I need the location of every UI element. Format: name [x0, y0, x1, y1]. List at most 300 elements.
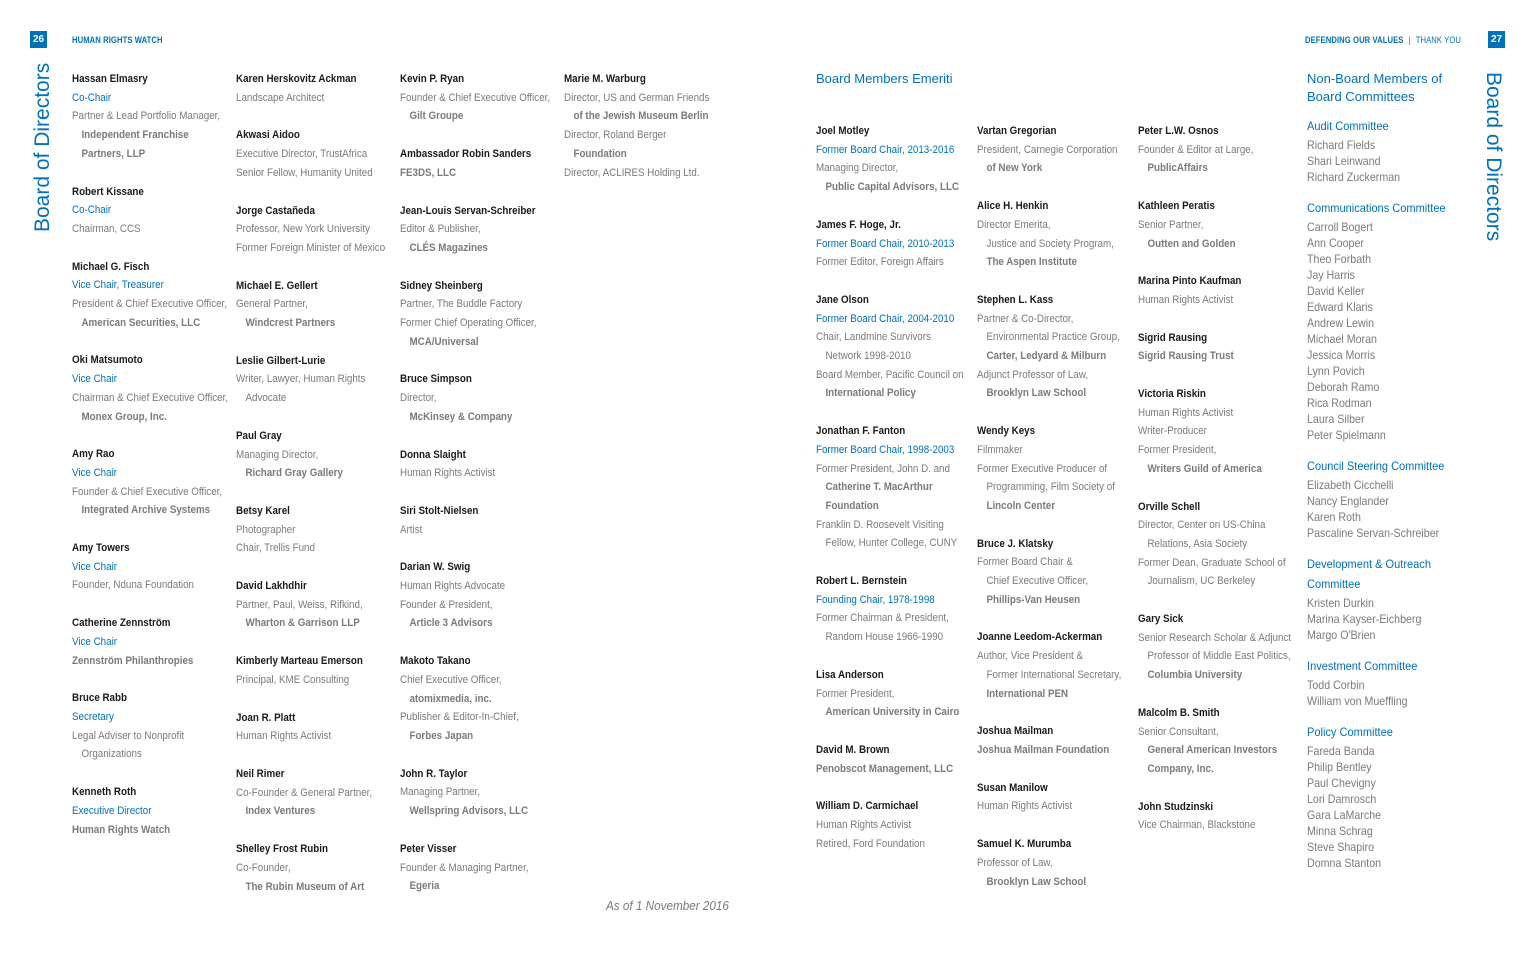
member-affiliation: Chairman & Chief Executive Officer,: [72, 391, 229, 404]
member-name: Paul Gray: [236, 429, 282, 442]
member-entry: [400, 765, 575, 821]
committee-name: Development & Outreach: [1307, 557, 1431, 571]
as-of-date: As of 1 November 2016: [606, 898, 729, 913]
member-entry: [236, 202, 409, 258]
member-affiliation: Partner, The Buddle Factory: [400, 298, 523, 311]
member-role: Secretary: [72, 710, 114, 723]
member-entry: [72, 689, 253, 764]
member-affiliation: Richard Gray Gallery: [245, 467, 343, 480]
committee-member: Philip Bentley: [1307, 761, 1372, 774]
member-affiliation: Co-Founder & General Partner,: [236, 786, 373, 799]
board-column-4: [564, 70, 733, 201]
member-affiliation: Fellow, Hunter College, CUNY: [825, 537, 958, 550]
committee-member: Steve Shapiro: [1307, 841, 1375, 854]
member-affiliation: Wellspring Advisors, LLC: [409, 805, 529, 818]
member-affiliation: President, Carnegie Corporation: [977, 143, 1118, 156]
member-role: Executive Director: [72, 804, 152, 817]
member-affiliation: McKinsey & Company: [409, 410, 513, 423]
member-affiliation: Chairman, CCS: [72, 222, 141, 235]
member-affiliation: Human Rights Activist: [977, 800, 1073, 813]
member-name: Vartan Gregorian: [977, 125, 1057, 137]
emeriti-column-2: [977, 122, 1145, 910]
member-affiliation: Network 1998-2010: [825, 350, 911, 363]
member-entry: [72, 258, 253, 333]
member-affiliation: Article 3 Advisors: [409, 617, 493, 630]
committee-member: Laura Silber: [1307, 413, 1365, 426]
member-affiliation: Artist: [400, 523, 423, 536]
member-affiliation: International Policy: [825, 387, 916, 400]
member-entry: [236, 70, 409, 107]
member-name: Amy Towers: [72, 542, 130, 555]
member-entry: [977, 422, 1145, 516]
committee-member: Marina Kayser-Eichberg: [1307, 613, 1422, 626]
member-affiliation: Human Rights Advocate: [400, 580, 506, 593]
member-affiliation: Human Rights Activist: [816, 819, 912, 832]
committee-name: Communications Committee: [1307, 201, 1446, 215]
member-affiliation: Executive Director, TrustAfrica: [236, 148, 368, 161]
member-affiliation: Editor & Publisher,: [400, 223, 481, 236]
member-name: Stephen L. Kass: [977, 293, 1054, 306]
member-affiliation: Catherine T. MacArthur: [825, 481, 933, 494]
member-name: William D. Carmichael: [816, 800, 919, 813]
member-entry: [977, 535, 1145, 610]
committee-name: Council Steering Committee: [1307, 459, 1445, 473]
side-title-left: Board of Directors: [31, 62, 54, 232]
committee-member: Jay Harris: [1307, 269, 1356, 282]
member-affiliation: Gilt Groupe: [409, 110, 464, 123]
member-entry: [977, 722, 1145, 759]
member-affiliation: Principal, KME Consulting: [236, 673, 350, 686]
member-affiliation: Author, Vice President &: [977, 650, 1084, 663]
member-affiliation: Organizations: [81, 748, 142, 761]
committee-member: Carroll Bogert: [1307, 221, 1373, 234]
member-entry: [977, 628, 1145, 703]
member-name: Amy Rao: [72, 448, 115, 461]
committee-member: Rica Rodman: [1307, 397, 1372, 410]
member-affiliation: Senior Research Scholar & Adjunct: [1138, 631, 1292, 644]
member-entry: [236, 502, 409, 558]
member-name: Donna Slaight: [400, 448, 466, 461]
member-affiliation: Publisher & Editor-In-Chief,: [400, 711, 519, 724]
committee-member: Nancy Englander: [1307, 495, 1389, 508]
member-entry: [816, 291, 988, 403]
member-entry: [236, 427, 409, 483]
member-affiliation: Former Executive Producer of: [977, 462, 1108, 475]
member-affiliation: Human Rights Activist: [1138, 293, 1234, 306]
committee-member: Shari Leinwand: [1307, 155, 1381, 168]
committee-member: Elizabeth Cicchelli: [1307, 479, 1394, 492]
member-name: Catherine Zennström: [72, 617, 171, 630]
non-board-heading-line2: Board Committees: [1307, 89, 1415, 104]
member-entry: [72, 183, 253, 239]
member-affiliation: Penobscot Management, LLC: [816, 762, 954, 775]
left-page-number: 26: [30, 31, 47, 48]
member-entry: [1138, 272, 1316, 309]
member-affiliation: Founder & Chief Executive Officer,: [72, 485, 223, 498]
member-name: Neil Rimer: [236, 767, 285, 780]
member-entry: [236, 709, 409, 746]
member-affiliation: Managing Partner,: [400, 786, 481, 799]
member-name: Marie M. Warburg: [564, 73, 646, 85]
member-name: Wendy Keys: [977, 425, 1036, 438]
member-affiliation: PublicAffairs: [1147, 162, 1208, 175]
member-affiliation: Columbia University: [1147, 669, 1243, 682]
member-affiliation: Forbes Japan: [409, 729, 474, 742]
member-affiliation: American University in Cairo: [825, 706, 960, 719]
member-affiliation: Chief Executive Officer,: [986, 575, 1089, 588]
member-entry: [816, 422, 988, 553]
member-role: Former Board Chair, 2004-2010: [816, 312, 955, 325]
member-name: Oki Matsumoto: [72, 354, 143, 367]
member-name: Ambassador Robin Sanders: [400, 148, 532, 161]
member-affiliation: Joshua Mailman Foundation: [977, 743, 1110, 756]
member-affiliation: MCA/Universal: [409, 335, 479, 348]
member-role: Former Board Chair, 2010-2013: [816, 237, 955, 250]
non-board-heading: Non-Board Members of: [1307, 71, 1443, 86]
member-affiliation: Retired, Ford Foundation: [816, 837, 925, 850]
member-affiliation: International PEN: [986, 687, 1069, 700]
member-name: Sigrid Rausing: [1138, 331, 1208, 344]
member-affiliation: Writers Guild of America: [1147, 462, 1262, 475]
member-affiliation: Professor, New York University: [236, 223, 370, 236]
member-affiliation: Photographer: [236, 523, 296, 536]
committee-member: Minna Schrag: [1307, 825, 1373, 838]
member-role: Vice Chair: [72, 373, 118, 386]
member-name: Kenneth Roth: [72, 786, 137, 799]
committee-member: Margo O'Brien: [1307, 629, 1376, 642]
member-role: Vice Chair, Treasurer: [72, 279, 164, 292]
member-entry: [1138, 385, 1316, 479]
member-affiliation: General American Investors: [1147, 744, 1278, 757]
member-entry: [72, 539, 253, 595]
right-running-header: [1305, 35, 1461, 45]
member-name: Akwasi Aidoo: [236, 129, 300, 142]
member-affiliation: Windcrest Partners: [245, 317, 336, 330]
member-affiliation: Integrated Archive Systems: [81, 504, 211, 517]
committee-member: Peter Spielmann: [1307, 429, 1386, 442]
member-entry: [236, 277, 409, 333]
member-name: Alice H. Henkin: [977, 200, 1049, 213]
member-affiliation: Former President, John D. and: [816, 462, 950, 475]
committee-member: Deborah Ramo: [1307, 381, 1380, 394]
member-name: Kathleen Peratis: [1138, 200, 1215, 213]
member-affiliation: Chief Executive Officer,: [400, 673, 502, 686]
committee-member: Ann Cooper: [1307, 237, 1364, 250]
emeriti-column-1: [816, 122, 988, 873]
member-name: Makoto Takano: [400, 655, 471, 668]
member-entry: [400, 70, 575, 126]
member-affiliation: Senior Partner,: [1138, 218, 1204, 231]
member-name: Orville Schell: [1138, 500, 1201, 513]
member-affiliation: Former Editor, Foreign Affairs: [816, 256, 944, 269]
member-entry: [1138, 798, 1316, 835]
member-affiliation: Former Board Chair &: [977, 556, 1073, 569]
member-entry: [72, 445, 253, 520]
member-affiliation: Human Rights Activist: [236, 730, 332, 743]
member-entry: [816, 741, 988, 778]
member-affiliation: Phillips-Van Heusen: [986, 593, 1081, 606]
member-entry: [236, 765, 409, 821]
member-affiliation: Foundation: [825, 499, 879, 512]
member-affiliation: The Aspen Institute: [986, 256, 1077, 269]
member-affiliation: Environmental Practice Group,: [986, 331, 1120, 344]
member-affiliation: Director, US and German Friends: [564, 91, 710, 104]
member-affiliation: Professor of Law,: [977, 856, 1053, 869]
member-affiliation: Former President,: [816, 687, 895, 700]
side-title-right: Board of Directors: [1482, 72, 1505, 242]
member-name: Robert Kissane: [72, 185, 144, 198]
board-column-1: [72, 70, 253, 858]
member-affiliation: Managing Director,: [816, 162, 899, 175]
member-entry: [816, 572, 988, 647]
member-name: James F. Hoge, Jr.: [816, 218, 901, 231]
member-affiliation: Programming, Film Society of: [986, 481, 1115, 494]
member-affiliation: Carter, Ledyard & Milburn: [986, 350, 1107, 363]
member-name: Kevin P. Ryan: [400, 73, 465, 85]
member-affiliation: Human Rights Activist: [400, 467, 496, 480]
member-entry: [816, 797, 988, 853]
member-name: Samuel K. Murumba: [977, 838, 1072, 851]
member-name: John R. Taylor: [400, 767, 468, 780]
committee-member: Paul Chevigny: [1307, 777, 1376, 790]
member-entry: [1138, 197, 1316, 253]
member-affiliation: Writer-Producer: [1138, 425, 1207, 438]
member-affiliation: Former President,: [1138, 444, 1217, 457]
committee-member: Lori Damrosch: [1307, 793, 1377, 806]
member-affiliation: Founder & Editor at Large,: [1138, 143, 1254, 156]
member-entry: [1138, 329, 1316, 366]
member-entry: [977, 779, 1145, 816]
member-name: Joshua Mailman: [977, 725, 1054, 738]
member-affiliation: Random House 1966-1990: [825, 631, 944, 644]
member-affiliation: Partner & Lead Portfolio Manager,: [72, 110, 221, 123]
member-affiliation: Journalism, UC Berkeley: [1147, 575, 1256, 588]
member-entry: [236, 126, 409, 182]
member-name: David M. Brown: [816, 743, 890, 756]
member-role: Co-Chair: [72, 91, 112, 104]
member-name: Bruce Simpson: [400, 373, 472, 386]
member-affiliation: Senior Fellow, Humanity United: [236, 166, 373, 179]
member-affiliation: Sigrid Rausing Trust: [1138, 350, 1234, 363]
member-affiliation: Public Capital Advisors, LLC: [825, 181, 960, 194]
committee-member: Andrew Lewin: [1307, 317, 1375, 330]
member-affiliation: Director,: [400, 392, 437, 405]
member-name: Victoria Riskin: [1138, 388, 1206, 401]
member-entry: [977, 835, 1145, 891]
member-name: Joel Motley: [816, 125, 870, 137]
member-name: Joanne Leedom-Ackerman: [977, 631, 1103, 644]
member-name: Marina Pinto Kaufman: [1138, 275, 1242, 288]
committee-name: Investment Committee: [1307, 659, 1418, 673]
member-affiliation: Former Chairman & President,: [816, 612, 949, 625]
member-name: Susan Manilow: [977, 781, 1048, 794]
committee-member: Lynn Povich: [1307, 365, 1365, 378]
member-affiliation: Filmmaker: [977, 443, 1023, 456]
member-affiliation: of New York: [986, 162, 1043, 175]
member-entry: [400, 145, 575, 182]
member-name: Karen Herskovitz Ackman: [236, 73, 357, 85]
committee-member: Michael Moran: [1307, 333, 1377, 346]
member-affiliation: Director, Roland Berger: [564, 129, 667, 142]
member-name: Gary Sick: [1138, 613, 1184, 626]
member-entry: [400, 558, 575, 633]
member-name: Robert L. Bernstein: [816, 575, 907, 588]
member-affiliation: Partner, Paul, Weiss, Rifkind,: [236, 598, 363, 611]
member-entry: [400, 652, 575, 746]
member-entry: [72, 70, 253, 164]
member-affiliation: Foundation: [573, 147, 627, 160]
member-entry: [816, 666, 988, 722]
member-entry: [236, 652, 409, 689]
member-name: Jonathan F. Fanton: [816, 425, 906, 438]
member-entry: [977, 122, 1145, 178]
member-entry: [236, 840, 409, 896]
member-affiliation: Index Ventures: [245, 805, 316, 818]
non-board-section: [1307, 70, 1458, 872]
member-entry: [564, 70, 733, 182]
member-affiliation: Former Foreign Minister of Mexico: [236, 241, 386, 254]
member-affiliation: Wharton & Garrison LLP: [245, 617, 360, 630]
member-affiliation: Monex Group, Inc.: [81, 410, 167, 423]
member-entry: [400, 370, 575, 426]
member-entry: [400, 502, 575, 539]
member-affiliation: Independent Franchise: [81, 129, 189, 142]
right-header-section: DEFENDING OUR VALUES: [1305, 35, 1404, 45]
member-affiliation: Professor of Middle East Politics,: [1147, 650, 1291, 663]
member-affiliation: Former International Secretary,: [986, 668, 1122, 681]
member-entry: [72, 614, 253, 670]
member-entry: [1138, 122, 1316, 178]
member-role: Vice Chair: [72, 635, 118, 648]
committee-name: Audit Committee: [1307, 119, 1389, 133]
member-affiliation: Partner & Co-Director,: [977, 312, 1074, 325]
committee-member: Edward Klaris: [1307, 301, 1373, 314]
member-name: Shelley Frost Rubin: [236, 843, 328, 856]
member-name: Sidney Sheinberg: [400, 279, 483, 292]
committee-member: Pascaline Servan-Schreiber: [1307, 527, 1440, 540]
member-entry: [1138, 704, 1316, 779]
member-name: Jorge Castañeda: [236, 204, 315, 217]
board-column-3: [400, 70, 575, 915]
member-affiliation: Lincoln Center: [986, 499, 1056, 512]
member-name: Jane Olson: [816, 293, 869, 306]
member-entry: [400, 840, 575, 896]
member-affiliation: Writer, Lawyer, Human Rights: [236, 373, 366, 386]
member-affiliation: FE3DS, LLC: [400, 166, 457, 179]
member-affiliation: Human Rights Watch: [72, 823, 171, 836]
member-affiliation: Founder & Chief Executive Officer,: [400, 91, 551, 104]
emeriti-column-3: [1138, 122, 1316, 854]
member-name: Michael E. Gellert: [236, 279, 318, 292]
member-affiliation: President & Chief Executive Officer,: [72, 298, 228, 311]
member-name: Hassan Elmasry: [72, 73, 148, 85]
left-running-header: HUMAN RIGHTS WATCH: [72, 35, 163, 45]
member-role: Former Board Chair, 2013-2016: [816, 143, 955, 156]
member-affiliation: Former Dean, Graduate School of: [1138, 556, 1286, 569]
member-entry: [400, 277, 575, 352]
member-name: Michael G. Fisch: [72, 260, 150, 273]
committee-member: Gara LaMarche: [1307, 809, 1382, 822]
right-page-number: 27: [1488, 31, 1505, 48]
member-affiliation: The Rubin Museum of Art: [245, 880, 365, 893]
member-entry: [400, 202, 575, 258]
member-affiliation: Chair, Landmine Survivors: [816, 331, 931, 344]
member-affiliation: Brooklyn Law School: [986, 387, 1087, 400]
member-affiliation: Partners, LLP: [81, 147, 146, 160]
member-name: Darian W. Swig: [400, 561, 471, 574]
emeriti-heading: Board Members Emeriti: [816, 71, 953, 86]
committee-member: Kristen Durkin: [1307, 597, 1374, 610]
member-name: David Lakhdhir: [236, 580, 307, 593]
member-entry: [400, 446, 575, 483]
member-affiliation: American Securities, LLC: [81, 316, 201, 329]
member-affiliation: CLÉS Magazines: [409, 241, 488, 254]
member-affiliation: Former Chief Operating Officer,: [400, 317, 537, 330]
member-affiliation: Director Emerita,: [977, 218, 1051, 231]
committee-member: William von Mueffling: [1307, 695, 1408, 708]
member-entry: [1138, 498, 1316, 592]
member-entry: [816, 122, 988, 197]
member-entry: [816, 216, 988, 272]
member-affiliation: atomixmedia, inc.: [409, 692, 492, 705]
member-affiliation: General Partner,: [236, 298, 308, 311]
member-name: Peter Visser: [400, 842, 457, 855]
member-name: Bruce Rabb: [72, 692, 127, 705]
committee-member: Todd Corbin: [1307, 679, 1365, 692]
member-affiliation: Egeria: [409, 880, 440, 893]
member-role: Founding Chair, 1978-1998: [816, 593, 935, 606]
member-affiliation: Founder & President,: [400, 598, 493, 611]
member-name: Jean-Louis Servan-Schreiber: [400, 204, 536, 217]
member-affiliation: of the Jewish Museum Berlin: [573, 110, 709, 123]
member-role: Vice Chair: [72, 466, 118, 479]
member-name: Peter L.W. Osnos: [1138, 125, 1219, 137]
committee-member: Fareda Banda: [1307, 745, 1375, 758]
member-affiliation: Co-Founder,: [236, 861, 291, 874]
committee-name-cont: Committee: [1307, 577, 1361, 591]
member-affiliation: Legal Adviser to Nonprofit: [72, 729, 185, 742]
committee-member: Karen Roth: [1307, 511, 1361, 524]
member-affiliation: Relations, Asia Society: [1147, 537, 1248, 550]
committee-member: Richard Fields: [1307, 139, 1376, 152]
member-name: Leslie Gilbert-Lurie: [236, 354, 326, 367]
member-affiliation: Brooklyn Law School: [986, 875, 1087, 888]
member-entry: [236, 577, 409, 633]
member-entry: [977, 197, 1145, 272]
committee-name: Policy Committee: [1307, 725, 1393, 739]
member-affiliation: Franklin D. Roosevelt Visiting: [816, 518, 944, 531]
member-affiliation: Human Rights Activist: [1138, 406, 1234, 419]
committee-member: Theo Forbath: [1307, 253, 1372, 266]
member-affiliation: Company, Inc.: [1147, 762, 1214, 775]
right-header-label: THANK YOU: [1415, 35, 1462, 45]
member-entry: [72, 351, 253, 426]
member-affiliation: Justice and Society Program,: [986, 237, 1114, 250]
member-affiliation: Founder, Nduna Foundation: [72, 579, 194, 592]
member-affiliation: Outten and Golden: [1147, 237, 1236, 250]
committee-member: David Keller: [1307, 285, 1365, 298]
committee-member: Domna Stanton: [1307, 857, 1382, 870]
member-name: John Studzinski: [1138, 800, 1214, 813]
committee-member: Richard Zuckerman: [1307, 171, 1401, 184]
member-affiliation: Founder & Managing Partner,: [400, 861, 529, 874]
member-name: Betsy Karel: [236, 504, 290, 517]
member-name: Joan R. Platt: [236, 711, 296, 724]
member-entry: [72, 783, 253, 839]
member-entry: [1138, 610, 1316, 685]
member-affiliation: Managing Director,: [236, 448, 319, 461]
member-affiliation: Landscape Architect: [236, 91, 325, 104]
